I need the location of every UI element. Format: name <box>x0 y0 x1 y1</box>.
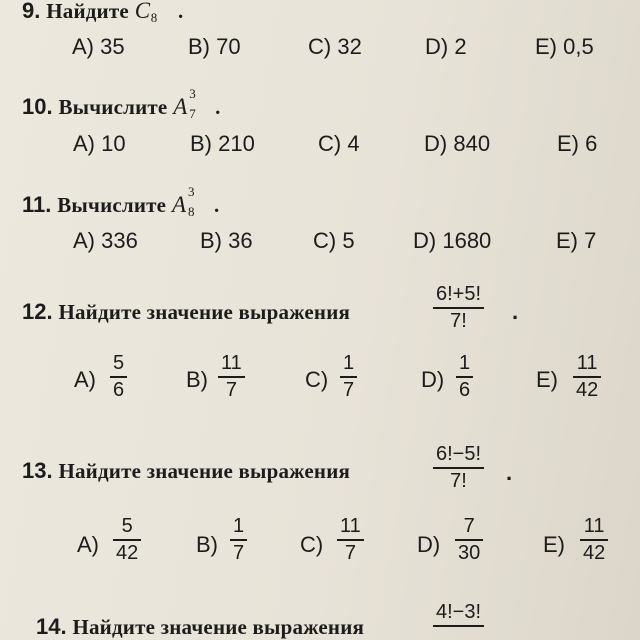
option-value: 0,5 <box>563 34 594 59</box>
option-b[interactable] <box>190 131 255 157</box>
fraction-numerator: 11 <box>340 515 361 537</box>
question-number: 13. <box>22 458 53 483</box>
fraction-denominator: 7 <box>225 379 237 401</box>
fraction-bar <box>573 376 601 378</box>
fraction-denominator: 7 <box>233 542 245 564</box>
option-c-fraction[interactable] <box>337 515 364 564</box>
arrangement-symbol <box>172 184 195 219</box>
option-c[interactable] <box>318 131 360 157</box>
option-letter: B) <box>188 34 210 59</box>
option-e-letter[interactable]: E) <box>543 532 565 557</box>
fraction-denominator: 30 <box>458 542 481 564</box>
option-value: 36 <box>228 228 253 253</box>
option-e-fraction[interactable] <box>580 515 608 564</box>
option-a-letter[interactable]: A) <box>74 367 96 392</box>
expression-fraction <box>433 443 484 492</box>
option-e[interactable] <box>557 131 597 157</box>
fraction-denominator: 42 <box>576 379 599 401</box>
option-value: 2 <box>454 34 467 59</box>
option-d-fraction[interactable] <box>455 515 483 564</box>
question-number: 11. <box>22 192 52 217</box>
fraction-bar <box>218 376 245 378</box>
option-a[interactable] <box>72 34 125 60</box>
option-a-letter[interactable]: A) <box>77 532 99 557</box>
option-c-letter[interactable]: C) <box>300 532 324 557</box>
option-letter: D) <box>425 34 449 59</box>
fraction-numerator: 4!−3! <box>436 601 482 623</box>
fraction-numerator: 1 <box>459 352 471 374</box>
expression-fraction <box>433 601 484 628</box>
question-stem <box>22 86 221 121</box>
option-e-fraction[interactable] <box>573 352 601 401</box>
option-letter: E) <box>556 228 578 253</box>
option-c-fraction[interactable] <box>340 352 357 401</box>
option-b[interactable] <box>200 228 253 254</box>
option-b-letter[interactable]: B) <box>186 367 208 392</box>
option-e[interactable] <box>556 228 596 254</box>
option-letter: E) <box>535 34 557 59</box>
option-letter: E) <box>557 131 579 156</box>
fraction-numerator: 6!+5! <box>436 283 482 305</box>
fraction-bar <box>433 467 484 469</box>
option-c-letter[interactable]: C) <box>305 367 329 392</box>
option-d[interactable] <box>413 228 491 254</box>
question-text: Вычислите <box>58 95 168 119</box>
fraction-bar <box>230 539 247 541</box>
option-a-fraction[interactable] <box>110 352 127 401</box>
option-a-fraction[interactable] <box>113 515 141 564</box>
symbol-subscript: 8 <box>188 204 195 219</box>
option-c[interactable] <box>313 228 355 254</box>
fraction-numerator: 11 <box>576 352 598 374</box>
question-period: . <box>512 299 519 324</box>
question-text: Найдите значение выражения <box>72 615 365 639</box>
option-b[interactable] <box>188 34 241 60</box>
option-letter: C) <box>308 34 332 59</box>
fraction-bar <box>455 539 483 541</box>
option-value: 35 <box>100 34 125 59</box>
symbol-letter: C <box>134 0 151 23</box>
expression-fraction <box>433 283 484 332</box>
fraction-numerator: 11 <box>583 515 605 537</box>
question-period: . <box>215 95 221 119</box>
fraction-denominator: 7 <box>344 542 356 564</box>
option-letter: D) <box>424 131 448 156</box>
fraction-bar <box>337 539 364 541</box>
fraction-denominator: 6 <box>459 379 471 401</box>
fraction-numerator: 5 <box>113 352 125 374</box>
option-value: 32 <box>337 34 362 59</box>
option-b-fraction[interactable] <box>218 352 245 401</box>
combination-symbol <box>134 0 158 25</box>
option-value: 1680 <box>442 228 492 253</box>
question-number: 10. <box>22 94 53 119</box>
fraction-bar <box>433 307 484 309</box>
option-c[interactable] <box>308 34 362 60</box>
question-text: Найдите значение выражения <box>58 300 351 324</box>
fraction-bar <box>113 539 141 541</box>
question-number: 9. <box>22 0 41 23</box>
fraction-denominator: 7 <box>343 379 355 401</box>
option-value: 10 <box>101 131 126 156</box>
fraction-numerator: 1 <box>343 352 355 374</box>
question-stem <box>22 458 350 484</box>
symbol-subscript: 7 <box>189 106 196 121</box>
option-value: 210 <box>218 131 255 156</box>
option-value: 70 <box>216 34 241 59</box>
option-value: 6 <box>585 131 598 156</box>
fraction-numerator: 11 <box>221 352 242 374</box>
fraction-numerator: 5 <box>121 515 133 537</box>
symbol-subscript: 8 <box>150 10 158 25</box>
question-stem <box>22 299 350 325</box>
question-number: 14. <box>36 614 67 639</box>
question-period: . <box>213 193 220 217</box>
question-text: Найдите <box>46 0 129 23</box>
option-letter: C) <box>313 228 337 253</box>
fraction-denominator: 7! <box>450 470 467 492</box>
arrangement-symbol <box>173 86 196 121</box>
option-d-letter[interactable]: D) <box>421 367 445 392</box>
fraction-denominator: 42 <box>583 542 606 564</box>
fraction-numerator: 1 <box>233 515 245 537</box>
option-value: 4 <box>347 131 360 156</box>
fraction-numerator: 7 <box>463 515 475 537</box>
fraction-numerator: 6!−5! <box>436 443 482 465</box>
option-a[interactable] <box>73 131 126 157</box>
option-letter: B) <box>200 228 222 253</box>
fraction-bar <box>456 376 473 378</box>
option-letter: A) <box>73 131 95 156</box>
option-value: 5 <box>342 228 355 253</box>
question-number: 12. <box>22 299 53 324</box>
fraction-bar <box>433 625 484 627</box>
question-text: Найдите значение выражения <box>58 459 351 483</box>
symbol-letter: A <box>173 94 188 119</box>
option-value: 336 <box>101 228 138 253</box>
symbol-superscript: 3 <box>189 86 196 101</box>
question-period: . <box>177 0 184 23</box>
question-period: . <box>506 460 513 485</box>
fraction-denominator: 42 <box>116 542 139 564</box>
fraction-bar <box>340 376 357 378</box>
question-stem <box>22 184 220 219</box>
fraction-bar <box>110 376 127 378</box>
question-stem <box>22 0 183 24</box>
question-stem <box>36 614 364 640</box>
symbol-superscript: 3 <box>188 184 195 199</box>
option-e[interactable] <box>535 34 594 60</box>
option-letter: A) <box>73 228 95 253</box>
option-value: 840 <box>453 131 491 156</box>
option-d[interactable] <box>424 131 490 157</box>
fraction-bar <box>580 539 608 541</box>
symbol-letter: A <box>172 192 187 217</box>
option-letter: A) <box>72 34 94 59</box>
option-letter: C) <box>318 131 342 156</box>
option-d[interactable] <box>425 34 467 60</box>
option-e-letter[interactable]: E) <box>536 367 558 392</box>
option-b-fraction[interactable] <box>230 515 247 564</box>
question-text: Вычислите <box>57 193 167 217</box>
fraction-denominator: 6 <box>113 379 125 401</box>
fraction-denominator: 7! <box>450 310 467 332</box>
option-letter: B) <box>190 131 212 156</box>
option-d-fraction[interactable] <box>456 352 473 401</box>
option-d-letter[interactable]: D) <box>417 532 441 557</box>
option-b-letter[interactable]: B) <box>196 532 218 557</box>
option-a[interactable] <box>73 228 138 254</box>
option-letter: D) <box>413 228 437 253</box>
option-value: 7 <box>584 228 597 253</box>
